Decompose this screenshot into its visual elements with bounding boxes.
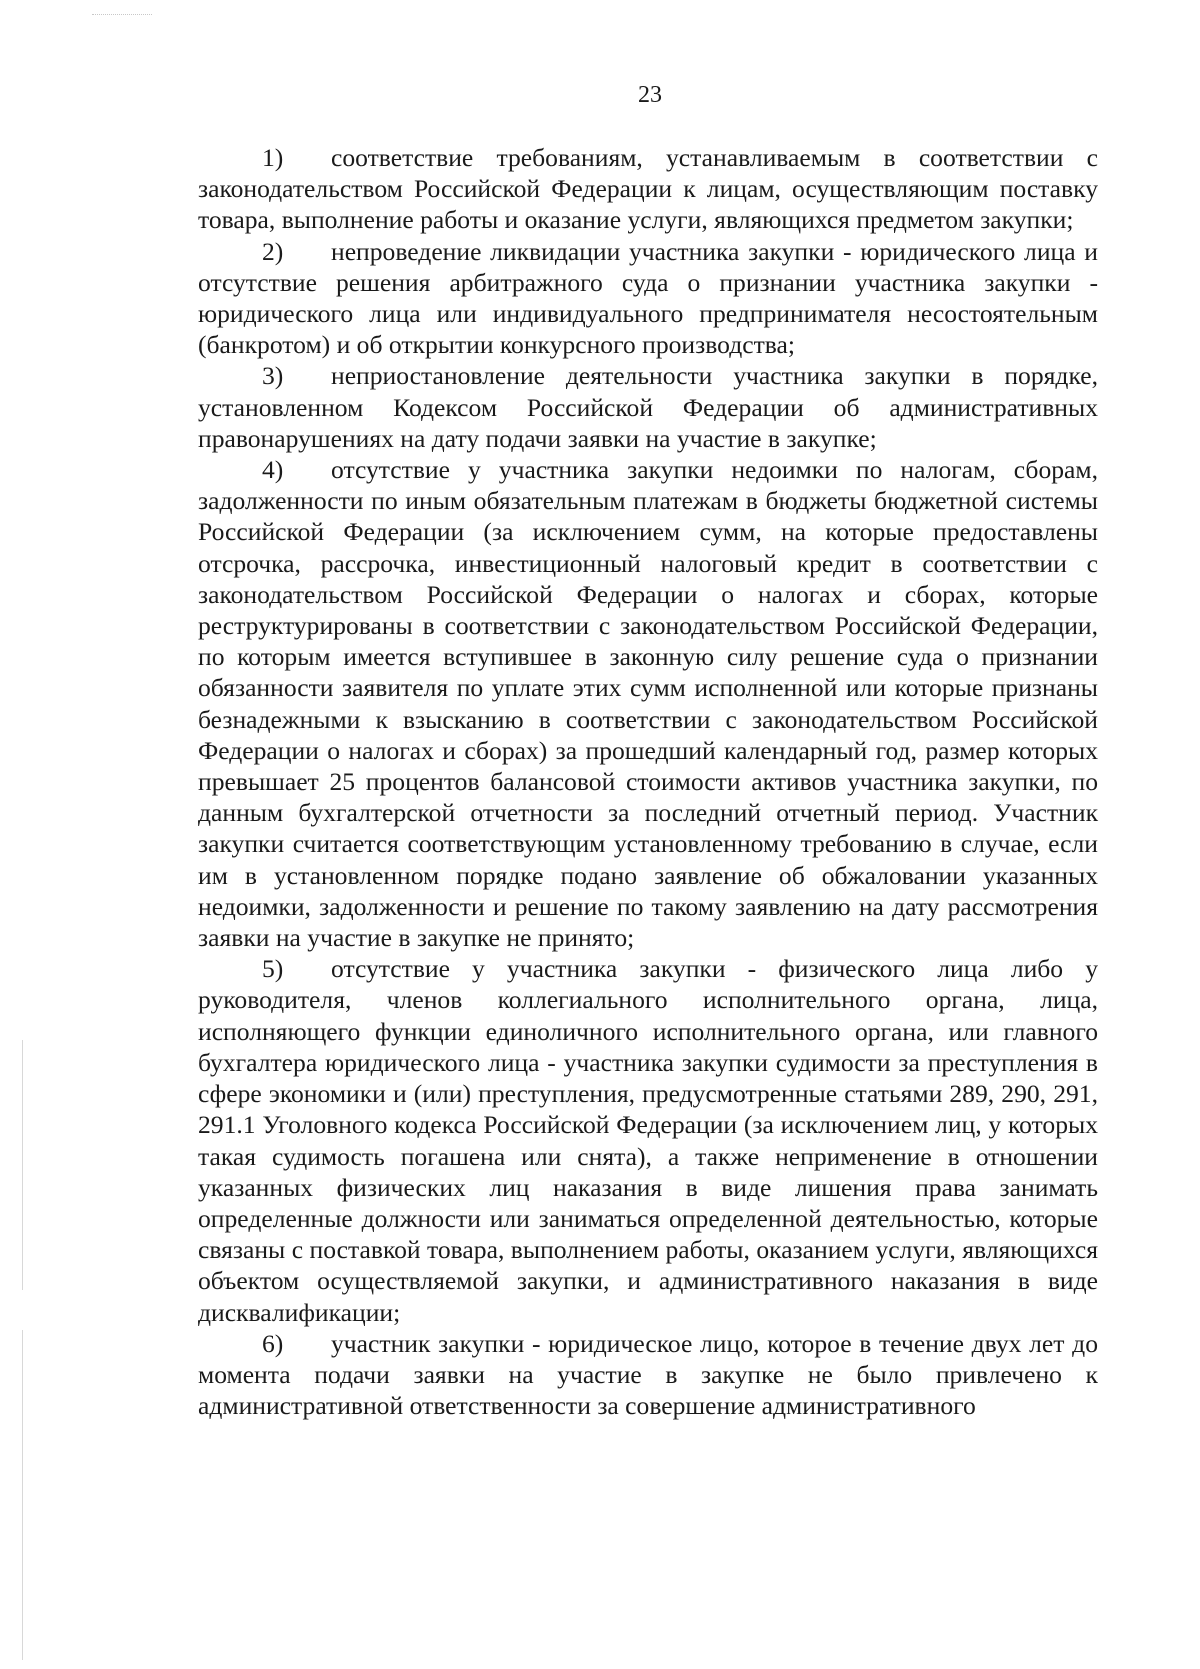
scan-margin-line	[22, 1040, 23, 1290]
list-item-number: 1)	[262, 143, 284, 172]
list-item	[198, 1328, 1098, 1422]
list-item-number: 5)	[262, 954, 284, 984]
scan-artifact	[92, 14, 152, 17]
list-item-number: 6)	[262, 1328, 284, 1358]
list-item-number: 3)	[262, 361, 284, 391]
list-item-number: 2)	[262, 236, 284, 266]
page-number: 23	[638, 82, 662, 108]
list-item	[198, 142, 1098, 236]
document-body	[198, 142, 1098, 1421]
list-item	[198, 236, 1098, 361]
scan-margin-line	[22, 1330, 23, 1660]
list-item-number: 4)	[262, 455, 284, 485]
list-item-text: соответствие требованиям, устанавливаемым в соответствии с законодательством Российской Федерации к лицам, осуществляющим поставку товара, выполнение работы и оказание услуги, являющихся предметом закупки;	[198, 143, 1098, 235]
list-item-text: отсутствие у участника закупки - физического лица либо у руководителя, членов коллегиального исполнительного органа, лица, исполняющего функции единоличного исполнительного органа, или главного бухгалтера юридического лица - участника закупки судимости за преступления в сфере экономики и (или) преступления, предусмотренные статьями 289, 290, 291, 291.1 Уголовного кодекса Российской Федерации (за исключением лиц, у которых такая судимость погашена или снята), а также неприменение в отношении указанных физических лиц наказания в виде лишения права занимать определенные должности или заниматься определенной деятельностью, которые связаны с поставкой товара, выполнением работы, оказанием услуги, являющихся объектом осуществляемой закупки, и административного наказания в виде дисквалификации;	[198, 954, 1098, 1327]
list-item	[198, 454, 1098, 953]
list-item-text: непроведение ликвидации участника закупки - юридического лица и отсутствие решения арбитражного суда о признании участника закупки - юридического лица или индивидуального предпринимателя несостоятельным (банкротом) и об открытии конкурсного производства;	[198, 236, 1098, 360]
list-item	[198, 953, 1098, 1327]
list-item-text: неприостановление деятельности участника закупки в порядке, установленном Кодексом Российской Федерации об административных правонарушениях на дату подачи заявки на участие в закупке;	[198, 361, 1098, 453]
list-item	[198, 360, 1098, 454]
list-item-text: участник закупки - юридическое лицо, которое в течение двух лет до момента подачи заявки на участие в закупке не было привлечено к административной ответственности за совершение административного	[198, 1328, 1098, 1421]
list-item-text: отсутствие у участника закупки недоимки по налогам, сборам, задолженности по иным обязательным платежам в бюджеты бюджетной системы Российской Федерации (за исключением сумм, на которые предоставлены отсрочка, рассрочка, инвестиционный налоговый кредит в соответствии с законодательством Российской Федерации о налогах и сборах, которые реструктурированы в соответствии с законодательством Российской Федерации, по которым имеется вступившее в законную силу решение суда о признании обязанности заявителя по уплате этих сумм исполненной или которые признаны безнадежными к взысканию в соответствии с законодательством Российской Федерации о налогах и сборах) за прошедший календарный год, размер которых превышает 25 процентов балансовой стоимости активов участника закупки, по данным бухгалтерской отчетности за последний отчетный период. Участник закупки считается соответствующим установленному требованию в случае, если им в установленном порядке подано заявление об обжаловании указанных недоимки, задолженности и решение по такому заявлению на дату рассмотрения заявки на участие в закупке не принято;	[198, 455, 1098, 953]
